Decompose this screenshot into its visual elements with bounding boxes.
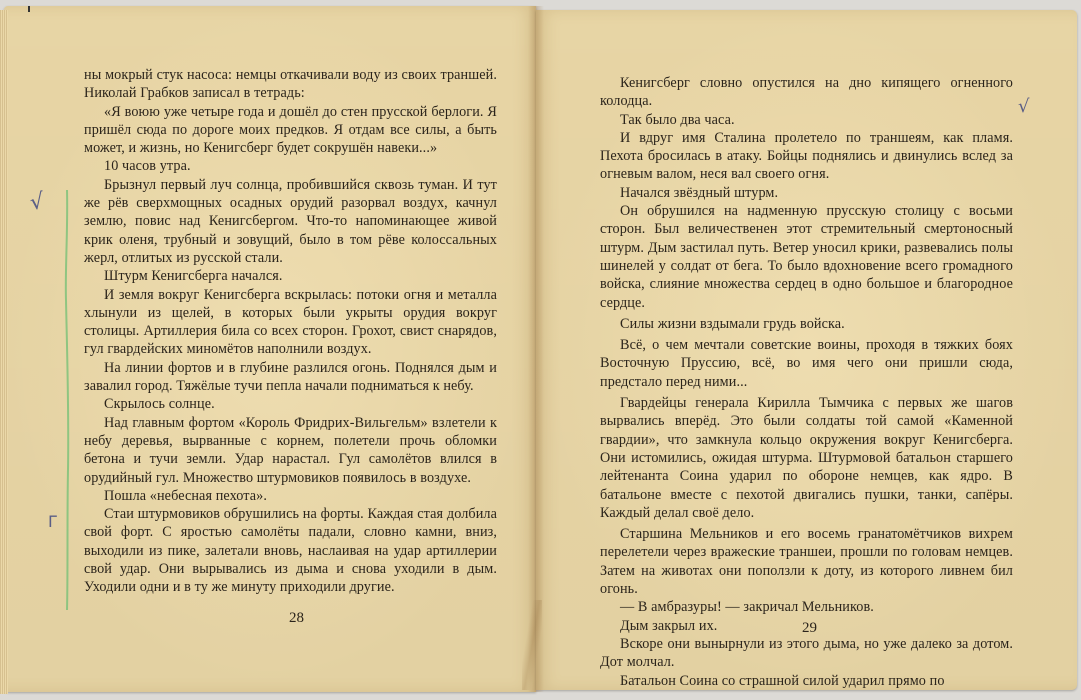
paragraph: Всё, о чем мечтали советские воины, проходя в тяжких боях Восточную Пруссию, всё, во имя чего они пришли сюда, предстало перед ними... [600,337,1013,390]
margin-tick-mark: Г [48,512,58,531]
paragraph: И земля вокруг Кенигсберга вскрылась: потоки огня и металла хлынули из щелей, в которых были укрыты орудия вокруг столицы. Артиллерия била со всех сторон. Грохот, свист снарядов, гул гвардейских миномётов наполнили воздух. [84,286,497,358]
paragraph: Гвардейцы генерала Кирилла Тымчика с первых же шагов вырвались вперёд. Это были солдаты той самой «Каменной гвардии», что замкнула кольцо окружения вокруг Кенигсберга. Они истомились, ожидая штурма. Штурмовой батальон старшего лейтенанта Соина ударил по обороне немцев, как ядро. В батальоне вместе с пехотой двигались пушки, танки, сапёры. Каждый делал своё дело. [600,395,1013,521]
paragraph: Брызнул первый луч солнца, пробившийся сквозь туман. И тут же рёв сверхмощных осадных орудий разорвал воздух, качнул землю, повис над Кенигсбергом. Что-то напоминающее живой крик оленя, трубный и зовущий, было в том рёве колоссальных жерл, отлитых из русской стали. [84,176,497,266]
page-edges [0,10,8,694]
paragraph: Так было два часа. [620,111,735,128]
paragraph: 10 часов утра. [104,158,191,175]
checkmark-icon: √ [28,189,46,216]
paragraph: Батальон Соина со страшной силой ударил прямо по [620,672,945,689]
paragraph: Кенигсберг словно опустился на дно кипящего огненного колодца. [600,75,1013,110]
left-page-text [84,66,497,597]
paragraph: Силы жизни вздымали грудь войска. [620,315,845,332]
paragraph: Старшина Мельников и его восемь гранатомётчиков вихрем перелетели через вражеские траншеи, прошли по головам немцев. Затем на животах они поползли к доту, из которого ливнем бил огонь. [600,526,1013,598]
paragraph: Стаи штурмовиков обрушились на форты. Каждая стая долбила свой форт. С яростью самолёты падали, словно камни, вниз, выходили из пике, залетали вновь, наслаивая на удар артиллерии свой удар. Они вырывались из дыма и снова уходили в дым. Уходили одни и в ту же минуту приходили другие. [84,506,497,596]
paragraph: Штурм Кенигсберга начался. [104,268,283,285]
page-crease [522,600,542,690]
right-page-text [600,74,1013,690]
paragraph: Дым закрыл их. [620,617,718,634]
book-gutter [528,6,544,692]
paragraph: Он обрушился на надменную прусскую столицу с восьми сторон. Был величественен этот стремительный смертоносный штурм. Дым застилал путь. Ветер уносил крики, развевались полы шинелей у солдат от бега. То было вдохновение всего громадного войска, слияние множества сердец в одно большое и благородное сердце. [600,203,1013,311]
paragraph: Вскоре они вынырнули из этого дыма, но уже далеко за дотом. Дот молчал. [600,635,1013,671]
paragraph: Над главным фортом «Король Фридрих-Вильгельм» взлетели к небу деревья, вырванные с корнем, полетели прочь обломки бетона и тучи земли. Удар нарастал. Гул самолётов влился в орудийный гул. Множество штурмовиков появилось в воздухе. [84,414,497,486]
paragraph: Скрылось солнце. [104,396,215,413]
paragraph: «Я воюю уже четыре года и дошёл до стен прусской берлоги. Я пришёл сюда по дороге моих предков. Я отдам все силы, а быть может, и жизнь, но Кенигсберг будет сокрушён навеки...» [84,103,497,157]
green-pencil-margin-line [62,190,72,610]
paragraph: Начался звёздный штурм. [620,184,779,201]
checkmark-icon: √ [1018,96,1030,117]
paragraph: На линии фортов и в глубине разлился огонь. Поднялся дым и завалил город. Тяжёлые тучи пепла начали подниматься к небу. [84,359,497,395]
ink-speck [28,6,30,12]
paragraph: ны мокрый стук насоса: немцы откачивали воду из своих траншей. Николай Грабков записал в тетрадь: [84,67,497,102]
page-number: 28 [289,610,304,626]
page-number: 29 [802,620,817,636]
paragraph: Пошла «небесная пехота». [104,487,267,504]
paragraph: — В амбразуры! — закричал Мельников. [620,599,874,616]
paragraph: И вдруг имя Сталина пролетело по траншеям, как пламя. Пехота бросилась в атаку. Бойцы поднялись и двинулись вслед за огневым валом, неся вал своего огня. [600,129,1013,183]
